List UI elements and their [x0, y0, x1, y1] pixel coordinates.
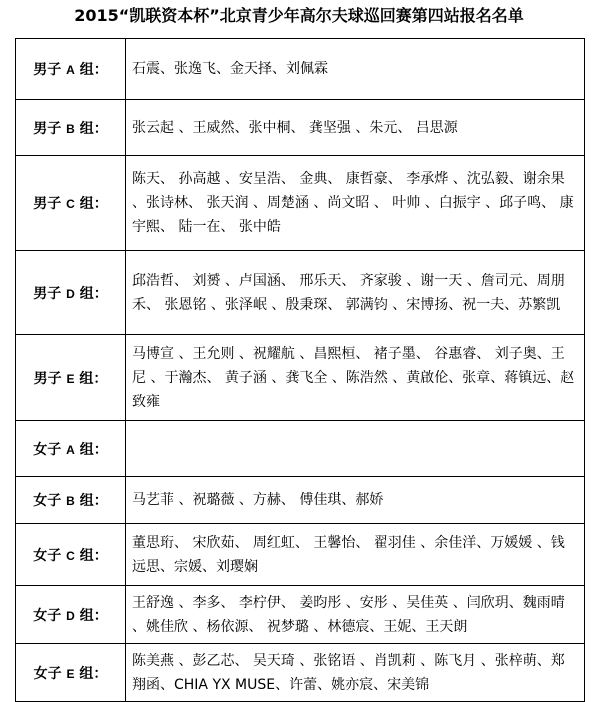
group-gender: 男子 [33, 370, 62, 387]
table-row [16, 421, 585, 477]
table-row [16, 39, 585, 100]
group-letter: D [66, 286, 75, 301]
group-names: 马艺菲 、祝璐薇 、方赫、 傅佳琪、郝娇 [126, 477, 585, 524]
group-suffix: 组： [79, 665, 108, 682]
group-suffix: 组： [79, 441, 108, 458]
group-label [16, 251, 126, 335]
group-gender: 女子 [33, 547, 62, 564]
group-suffix: 组： [79, 62, 108, 78]
group-letter: A [66, 63, 75, 77]
group-names: 董思珩、 宋欣茹、 周红虹、 王馨怡、 翟羽佳 、余佳洋、万媛媛 、钱远思、宗媛、刘璎娴 [126, 524, 585, 586]
table-row [16, 644, 585, 702]
group-suffix: 组： [79, 370, 108, 387]
group-gender: 男子 [33, 120, 62, 137]
group-letter: B [66, 121, 75, 136]
table-row [16, 156, 585, 251]
group-gender: 男子 [33, 62, 62, 78]
group-label [16, 477, 126, 524]
registration-table [15, 38, 585, 702]
group-suffix: 组： [79, 547, 108, 564]
group-gender: 女子 [33, 665, 62, 682]
table-row [16, 477, 585, 524]
group-gender: 女子 [33, 607, 62, 624]
table-row [16, 251, 585, 335]
group-names: 陈美燕 、彭乙芯、 吴天琦 、张铭语 、肖凯莉 、陈飞月 、张梓萌、郑翔函、CHIA YX MUSE、许蕾、姚亦宸、宋美锦 [126, 644, 585, 702]
group-suffix: 组： [79, 493, 108, 509]
group-letter: A [66, 442, 75, 457]
group-gender: 女子 [33, 441, 62, 458]
group-names: 陈天、 孙高越 、安呈浩、 金典、 康哲豪、 李承烨 、沈弘毅、谢余果 、张诗林、 张天润 、周楚涵 、尚文昭 、 叶帅 、白振宇 、邱子鸣、 康宇熙、 陆一在、 张中皓 [126, 156, 585, 251]
group-label [16, 421, 126, 477]
group-names: 张云起 、王威然、张中桐、 龚坚强 、朱元、 吕思源 [126, 100, 585, 156]
group-label [16, 156, 126, 251]
table-row [16, 100, 585, 156]
group-letter: E [66, 666, 75, 681]
group-label [16, 644, 126, 702]
group-names: 王舒逸 、李多、 李柠伊、 姜昀彤 、安彤 、吴佳英 、闫欣玥、魏雨晴 、姚佳欣 、杨依源、 祝梦璐 、林德宸、王妮、王天朗 [126, 586, 585, 644]
group-suffix: 组： [79, 120, 108, 137]
group-names [126, 421, 585, 477]
group-label [16, 39, 126, 100]
table-row [16, 586, 585, 644]
group-letter: C [66, 548, 75, 563]
group-letter: B [66, 494, 75, 508]
group-gender: 女子 [33, 493, 62, 509]
group-gender: 男子 [33, 285, 62, 302]
page-title: 2015“凯联资本杯”北京青少年高尔夫球巡回赛第四站报名名单 [74, 6, 524, 25]
group-label [16, 524, 126, 586]
group-label [16, 335, 126, 421]
group-suffix: 组： [79, 607, 108, 624]
group-letter: C [66, 197, 75, 211]
group-label [16, 586, 126, 644]
group-names: 邱浩哲、 刘赟 、卢国涵、 邢乐天、 齐家骏 、谢一天 、詹司元、周朋禾、 张恩铭 、张泽岷 、殷秉琛、 郭满钧 、宋博扬、祝一夫、苏繁凯 [126, 251, 585, 335]
group-names: 石震、张逸飞、金天择、刘佩霖 [126, 39, 585, 100]
group-letter: E [66, 371, 75, 386]
group-suffix: 组： [79, 196, 108, 212]
group-names: 马博宣 、王允则 、祝耀航 、昌熙桓、 褚子墨、 谷惠睿、 刘子奥、王尼 、于瀚杰、 黄子涵 、龚飞全 、陈浩然 、黄啟伦、张章、蒋镇远、赵致雍 [126, 335, 585, 421]
group-letter: D [66, 608, 75, 623]
group-label [16, 100, 126, 156]
table-row [16, 335, 585, 421]
table-row [16, 524, 585, 586]
group-suffix: 组： [79, 285, 108, 302]
group-gender: 男子 [33, 196, 62, 212]
